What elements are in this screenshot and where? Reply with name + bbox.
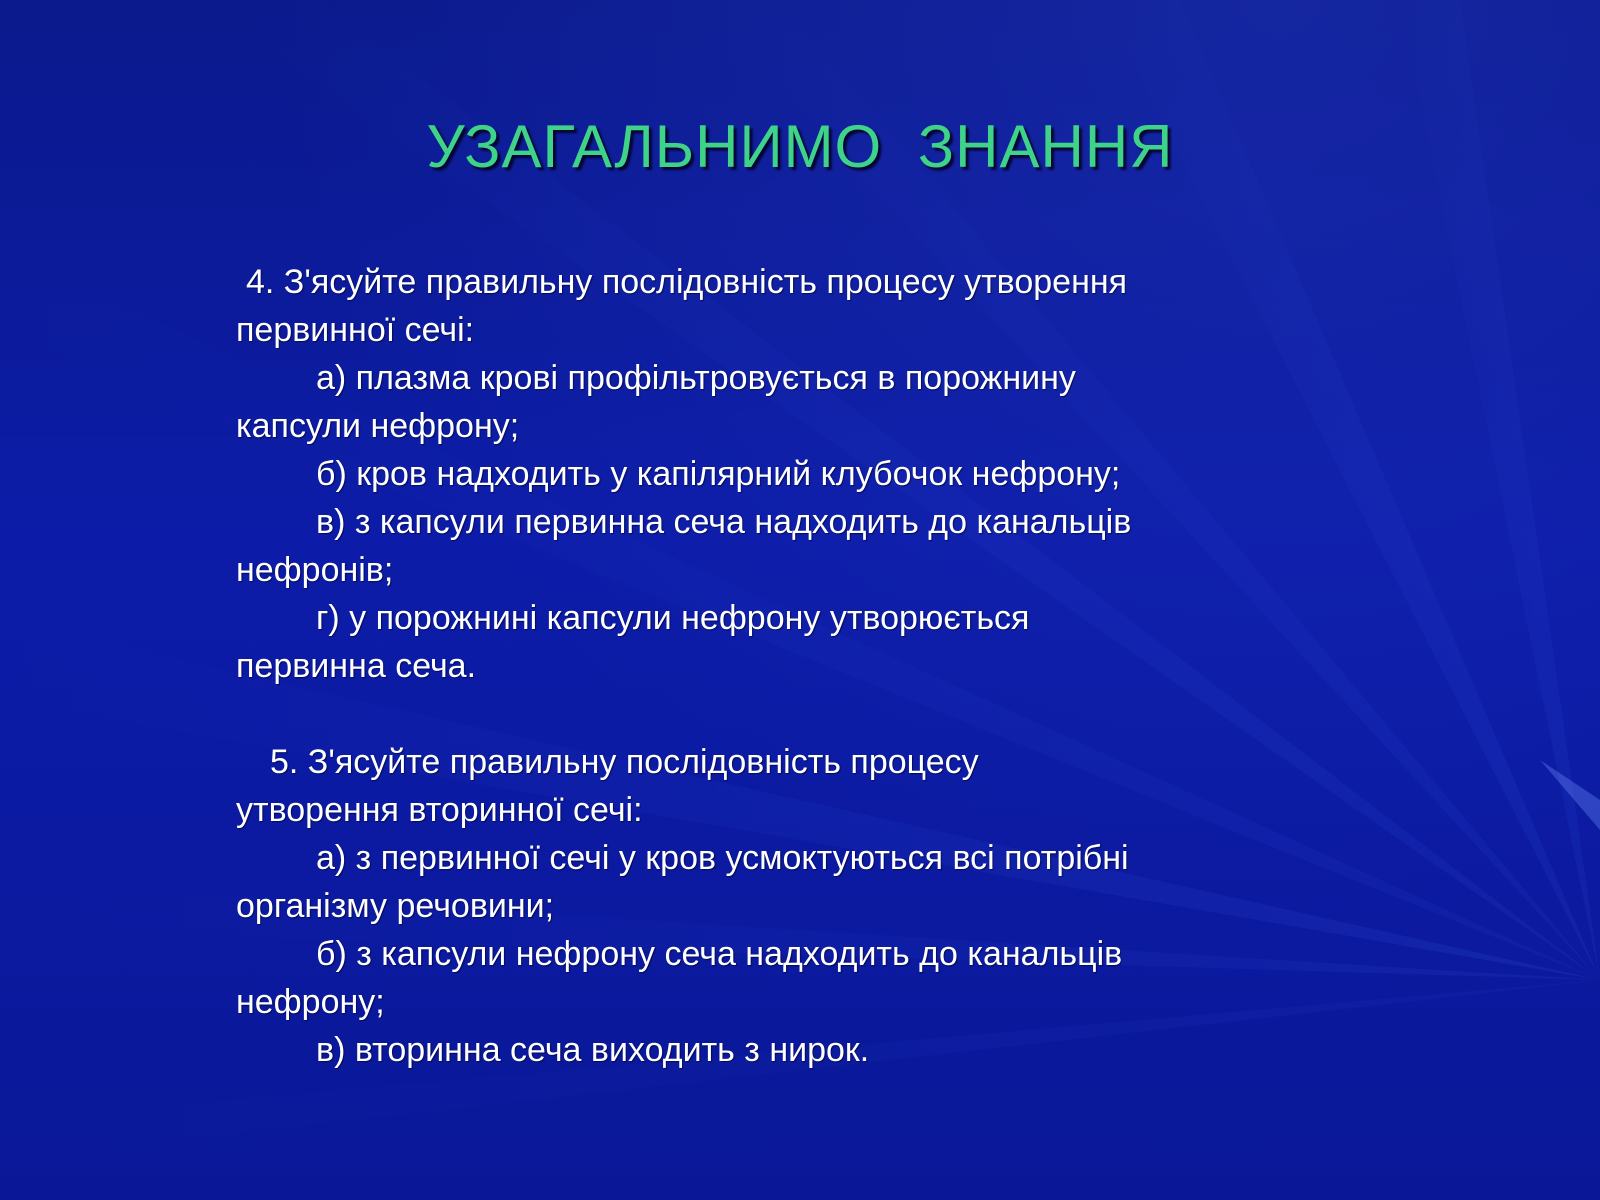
question-4-option-b: б) кров надходить у капілярний клубочок нефрону; (316, 455, 1121, 493)
question-4-option-c-line-2: нефронів; (236, 551, 394, 589)
question-5-option-a-line-1: а) з первинної сечі у кров усмоктуються всі потрібні (316, 839, 1129, 877)
question-5-option-a-line-2: організму речовини; (236, 887, 555, 925)
question-4-option-d-line-1: г) у порожнині капсули нефрону утворюється (316, 599, 1030, 637)
question-5-option-c: в) вторинна сеча виходить з нирок. (316, 1031, 870, 1069)
question-5-option-b-line-1: б) з капсули нефрону сеча надходить до канальців (316, 935, 1123, 973)
question-5-line-2: утворення вторинної сечі: (236, 791, 643, 829)
question-5-line-1: 5. З'ясуйте правильну послідовність процесу (270, 743, 979, 781)
question-4-option-a-line-2: капсули нефрону; (236, 407, 520, 445)
question-4-option-a-line-1: а) плазма крові профільтровується в порожнину (316, 359, 1076, 397)
slide-title: УЗАГАЛЬНИМО ЗНАННЯ (426, 113, 1174, 180)
question-5-option-b-line-2: нефрону; (236, 983, 385, 1021)
spacer (236, 690, 1316, 738)
question-4-option-d-line-2: первинна сеча. (236, 647, 477, 685)
question-4-line-2: первинної сечі: (236, 311, 475, 349)
slide-content (236, 258, 1316, 1074)
question-4-option-c-line-1: в) з капсули первинна сеча надходить до канальців (316, 503, 1132, 541)
question-4-line-1: 4. З'ясуйте правильну послідовність процесу утворення (246, 263, 1128, 301)
